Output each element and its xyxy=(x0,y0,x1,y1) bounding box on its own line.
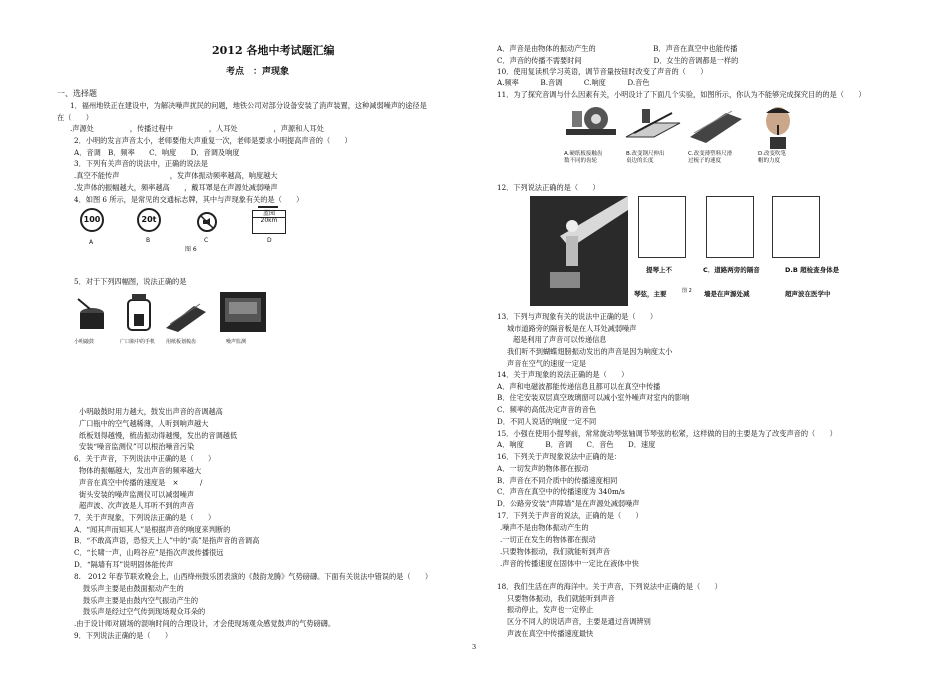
astronaut-icon xyxy=(530,196,628,306)
fig12-label-b: 提琴上不 xyxy=(646,266,672,274)
left-line: .由于设计师对剧场的混响时间的合理设计，才会使现场观众感觉鼓声的气势磅礴。 xyxy=(74,619,336,628)
right-line: D．不同人说话的响度一定不同 xyxy=(497,417,597,426)
right-line: A．一切发声的物体都在振动 xyxy=(497,464,589,473)
right-line: 18．我们生活在声的海洋中。关于声音，下列说法中正确的是（ ） xyxy=(497,582,722,591)
monitor-icon xyxy=(220,292,266,332)
left-line: 7．关于声现象，下列说法正确的是（ ） xyxy=(74,513,216,522)
fig5-caption-d: 噪声监测 xyxy=(226,339,247,345)
left-line: A．音调 B．频率 C．响度 D．音调及响度 xyxy=(74,148,240,157)
fig11-caption-d: D.改变吹笔 帽的力度 xyxy=(758,151,786,164)
fig5-caption-b: 广口瓶中的手机 xyxy=(120,339,156,345)
fig12-box-d xyxy=(772,196,820,258)
space-photo xyxy=(530,196,628,306)
gear-icon xyxy=(562,103,620,149)
left-line: 9．下列说法正确的是（ ） xyxy=(74,631,173,640)
fig11-caption-a: A.硬纸板接触齿 数不同的齿轮 xyxy=(564,151,603,164)
right-line: A．声音是由物体的振动产生的 B．声音在真空中也能传播 xyxy=(497,44,738,53)
distance-sign: 蓝园 20km xyxy=(252,210,286,234)
weight-limit-sign: 20t xyxy=(137,208,161,232)
left-line: 4．如图 6 所示，是常见的交通标志牌，其中与声现象有关的是（ ） xyxy=(74,195,304,204)
figure-6-caption: 图 6 xyxy=(185,246,197,253)
no-horn-sign xyxy=(197,212,217,232)
left-line: A．“闻其声而知其人”是根据声音的响度来判断的 xyxy=(74,525,231,534)
fig12-label-d2: 超声波在医学中 xyxy=(785,290,831,298)
right-line: A.频率 B.音调 C.响度 D.音色 xyxy=(497,78,650,87)
fig12-fig-number: 图 2 xyxy=(682,288,692,294)
right-line: .声音的传播速度在固体中一定比在液体中快 xyxy=(500,559,639,568)
fig11-caption-b: B.改变钢尺伸出 桌边的长度 xyxy=(626,151,665,164)
gear-experiment-picture xyxy=(562,103,620,149)
left-line: 安装“噪音监测仪”可以根治噪音污染 xyxy=(79,442,195,451)
left-line: 2．小明的发言声音太小，老师要他大声重复一次，老师是要求小明提高声音的（ ） xyxy=(74,136,352,145)
fig12-label-d: D.B 超检查身体是 xyxy=(785,266,840,274)
fig12-label-b2: 琴弦，主要 xyxy=(634,290,667,298)
comb-picture xyxy=(164,298,210,338)
right-line: C．声音在真空中的传播速度为 340m/s xyxy=(497,487,625,496)
left-line: 纸板划得越慢，梳齿振动得越慢，发出的音调越低 xyxy=(79,431,238,440)
left-line: 超声波、次声波是人耳听不到的声音 xyxy=(79,501,195,510)
right-line: B．住宅安装双层真空玻璃窗可以减小室外噪声对室内的影响 xyxy=(497,393,690,402)
fig12-box-b xyxy=(638,196,686,258)
speed-limit-sign: 100 xyxy=(80,208,104,232)
left-line: 鼓乐声主要是由鼓面振动产生的 xyxy=(83,584,184,593)
right-line: B．声音在不同介质中的传播速度相同 xyxy=(497,476,618,485)
right-line: A．声和电磁波都能传递信息且都可以在真空中传播 xyxy=(497,382,661,391)
right-line: 11．为了探究音调与什么因素有关，小明设计了下面几个实验，如图所示，你认为不能够完成探究目的的是（ ） xyxy=(497,90,866,99)
left-line: .发声体的振幅越大，频率越高 ，戴耳罩是在声源处减弱噪声 xyxy=(74,183,278,192)
left-line: B．“不敢高声语，恐惊天上人”中的“高”是指声音的音调高 xyxy=(74,536,260,545)
fig12-label-c: C．道路两旁的隔音 xyxy=(703,266,760,274)
right-line: C．频率的高低决定声音的音色 xyxy=(497,405,596,414)
right-line: 城市道路旁的隔音板是在人耳处减弱噪声 xyxy=(507,324,637,333)
left-line: .真空不能传声 ，发声体振动频率越高，响度越大 xyxy=(74,171,278,180)
right-line: 16．下列关于声现象说法中正确的是： xyxy=(497,452,622,461)
left-line: 声音在真空中传播的速度是 × / xyxy=(79,478,203,487)
right-line: 声波在真空中传播速度最快 xyxy=(507,629,594,638)
right-line: .噪声不是由物体振动产生的 xyxy=(500,523,589,532)
sign-label-a: A xyxy=(89,239,94,246)
left-line: 3．下列有关声音的说法中，正确的说法是 xyxy=(74,159,208,168)
ruler-experiment-picture xyxy=(624,103,682,149)
right-line: .只要物体振动，我们就能听到声音 xyxy=(500,547,611,556)
jar-picture xyxy=(122,292,156,340)
fig12-label-c2: 墙是在声源处减 xyxy=(704,290,750,298)
left-line: 街头安装的噪声监测仪可以减弱噪声 xyxy=(79,490,195,499)
section-heading: 一、选择题 xyxy=(57,89,97,98)
sign-label-b: B xyxy=(146,237,151,244)
comb-icon xyxy=(164,298,210,334)
right-line: .一切正在发生的物体都在振动 xyxy=(500,535,596,544)
comb-experiment-picture xyxy=(686,103,746,149)
fig5-caption-a: 小明敲鼓 xyxy=(74,339,95,345)
page-subtitle: 考点 ：声现象 xyxy=(226,67,290,77)
right-line: 我们听不到蝴蝶翅膀振动发出的声音是因为响度太小 xyxy=(507,347,673,356)
right-line: 14．关于声现象的说法正确的是（ ） xyxy=(497,370,629,379)
left-line: 鼓乐声是经过空气传到现场观众耳朵的 xyxy=(83,607,206,616)
left-line: .声源处 ，传播过程中 ，人耳处 ，声源和人耳处 xyxy=(70,124,324,133)
right-line: A．响度 B．音调 C．音色 D．速度 xyxy=(497,440,656,449)
left-line: 在（ ） xyxy=(57,113,93,122)
right-line: 区分不同人的说话声音，主要是通过音调辨别 xyxy=(507,617,651,626)
left-line: 广口瓶中的空气越稀薄，人听到响声越大 xyxy=(79,419,209,428)
left-line: 物体的振幅越大，发出声音的频率越大 xyxy=(79,466,202,475)
left-line: 6．关于声音，下列说法中正确的是（ ） xyxy=(74,454,216,463)
jar-icon xyxy=(122,292,156,336)
right-line: D．公路旁安装“声障墙”是在声源处减弱噪声 xyxy=(497,499,640,508)
left-line: C．“长啸一声，山鸣谷应”是指次声波传播很远 xyxy=(74,548,224,557)
left-line: 鼓乐声主要是由鼓内空气振动产生的 xyxy=(83,596,199,605)
fig12-box-c xyxy=(706,196,754,258)
right-line: 超是利用了声音可以传递信息 xyxy=(513,335,607,344)
right-line: 17．下列关于声音的说法，正确的是（ ） xyxy=(497,511,643,520)
left-line: 8. 2012 年春节联欢晚会上，山西绛州鼓乐团表演的《鼓韵龙腾》气势磅礴。下面有关说法中错误的是（ ） xyxy=(74,572,433,581)
drum-picture xyxy=(72,295,112,341)
noise-monitor-picture xyxy=(220,292,266,332)
left-line: 5．对于下列四幅图，说法正确的是 xyxy=(74,277,187,286)
left-line: 1．福州地铁正在建设中，为解决噪声扰民的问题，地铁公司对部分设备安装了消声装置，这种减弱噪声的途径是 xyxy=(70,101,427,110)
left-line: D．“隔墙有耳”说明固体能传声 xyxy=(74,560,174,569)
sign-label-d: D xyxy=(267,237,272,244)
right-line: 12．下列说法正确的是（ ） xyxy=(497,183,600,192)
drum-icon xyxy=(72,295,112,335)
horn-icon xyxy=(200,215,214,229)
right-line: 只要物体振动，我们就能听到声音 xyxy=(507,594,615,603)
fig11-caption-c: C.改变薄塑料尺滑 过梳子的速度 xyxy=(688,151,733,164)
right-line: 10．使用复读机学习英语，调节音量按钮时改变了声音的（ ） xyxy=(497,67,708,76)
page-number: 3 xyxy=(472,643,477,651)
right-line: 振动停止，发声也一定停止 xyxy=(507,605,594,614)
left-line: 小明敲鼓时用力越大，鼓发出声音的音调越高 xyxy=(79,407,223,416)
page-title: 2012 各地中考试题汇编 xyxy=(212,44,335,57)
comb-icon xyxy=(686,103,746,149)
boy-blowing-picture xyxy=(758,103,798,149)
face-icon xyxy=(758,103,798,149)
ruler-icon xyxy=(624,103,682,149)
right-line: C．声音的传播不需要时间 D．女生的音调都是一样的 xyxy=(497,56,739,65)
right-line: 声音在空气的速度一定是 xyxy=(507,359,587,368)
right-line: 13．下列与声现象有关的说法中正确的是（ ） xyxy=(497,312,658,321)
sign-label-c: C xyxy=(204,237,209,244)
right-line: 15．小强在使用小提琴前，常常旋动琴弦轴调节琴弦的松紧，这样做的目的主要是为了改变声音的（ ） xyxy=(497,429,837,438)
fig5-caption-c: 用纸板划梳齿 xyxy=(166,339,197,345)
